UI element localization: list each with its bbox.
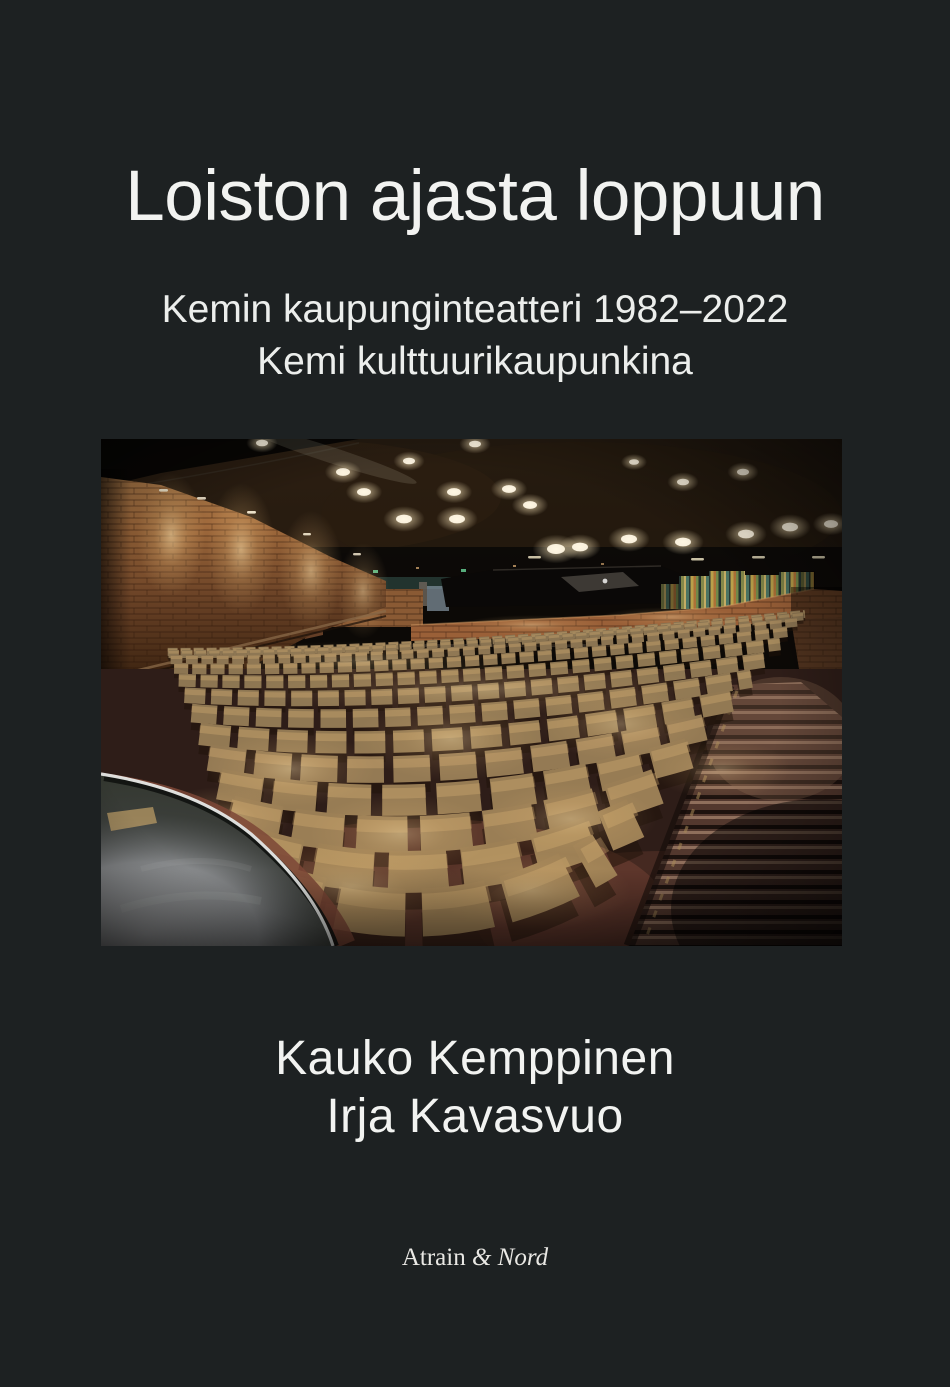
publisher-name — [0, 1243, 950, 1273]
publisher-italic: & Nord — [471, 1244, 549, 1271]
book-title: Loiston ajasta loppuun — [125, 157, 825, 236]
author-name-1: Kauko Kemppinen — [275, 1032, 675, 1085]
author-name-2: Irja Kavasvuo — [326, 1090, 624, 1143]
theater-auditorium-photo — [101, 439, 842, 946]
publisher-roman: Atrain — [401, 1244, 472, 1271]
author-names — [0, 1030, 950, 1146]
photo-vignette — [101, 439, 842, 946]
subtitle-line-1: Kemin kaupunginteatteri 1982–2022 — [161, 288, 789, 331]
book-subtitle — [0, 284, 950, 388]
auditorium-photo-svg — [101, 439, 842, 946]
subtitle-line-2: Kemi kulttuurikaupunkina — [257, 340, 693, 383]
